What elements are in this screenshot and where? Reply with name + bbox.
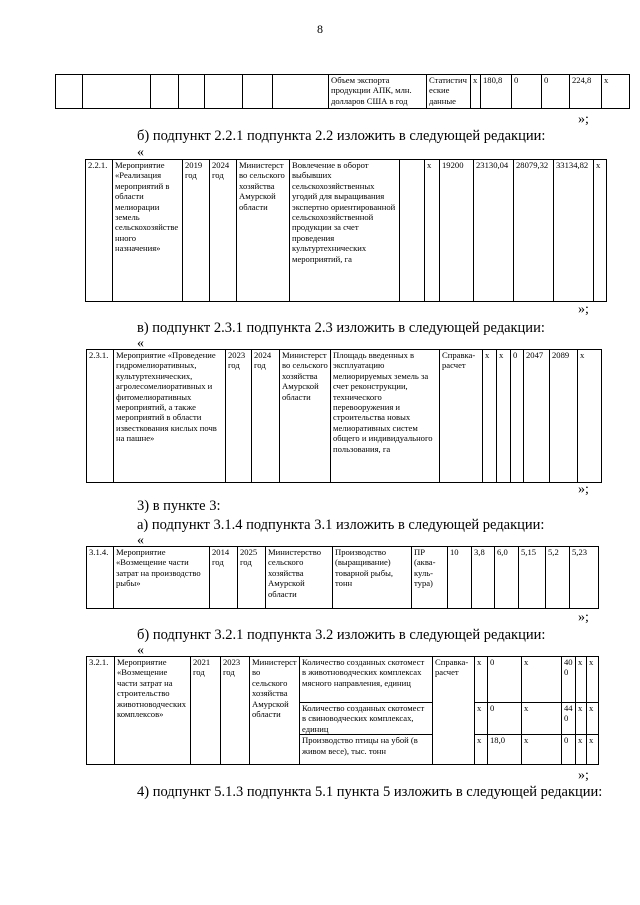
value-cell: 6,0 (495, 547, 519, 609)
value-cell: х (576, 735, 587, 765)
start-year: 2023 год (226, 350, 252, 483)
table-cell (273, 75, 329, 109)
start-year: 2019 год (183, 160, 210, 302)
indicator-cell: Количество созданных скотомест в свиноводческих комплексах, единиц (300, 703, 433, 735)
table-continuation (55, 74, 630, 109)
value-cell: х (475, 735, 488, 765)
quote-close: »; (578, 112, 589, 127)
value-cell: х (522, 657, 562, 703)
value-cell: х (594, 160, 607, 302)
value-cell: х (471, 75, 481, 109)
value-cell: х (425, 160, 440, 302)
value-cell: х (497, 350, 511, 483)
table-cell (205, 75, 243, 109)
executor: Министерство сельского хозяйства Амурской области (280, 350, 331, 483)
end-year: 2025 год (238, 547, 266, 609)
end-year: 2023 год (221, 657, 250, 765)
value-cell: 0 (488, 657, 522, 703)
value-cell: 28079,32 (514, 160, 554, 302)
quote-open: « (137, 145, 144, 160)
value-cell: 0 (511, 350, 524, 483)
value-cell: х (587, 657, 599, 703)
method-cell: Справка-расчет (433, 657, 475, 765)
activity-name: Мероприятие «Реализация мероприятий в области мелиорации земель сельскохозяйственного назначения» (113, 160, 183, 302)
paragraph-4: 4) подпункт 5.1.3 подпункта 5.1 пункта 5 изложить в следующей редакции: (137, 784, 603, 800)
quote-close: »; (578, 768, 589, 783)
end-year: 2024 год (252, 350, 280, 483)
value-cell: 2089 (550, 350, 578, 483)
page-number: 8 (317, 22, 323, 36)
row-number: 2.3.1. (87, 350, 114, 483)
value-cell: 0 (562, 735, 576, 765)
start-year: 2014 год (210, 547, 238, 609)
indicator-cell: Производство птицы на убой (в живом весе), тыс. тонн (300, 735, 433, 765)
quote-open: « (137, 643, 144, 658)
method-cell: Статистические данные (427, 75, 471, 109)
indicator-cell: Вовлечение в оборот выбывших сельскохозяйственных угодий для выращивания экспертно ориентированной сельскохозяйственной продукции за счет проведения культуртехнических мероприятий, га (290, 160, 400, 302)
table-cell (151, 75, 179, 109)
activity-name: Мероприятие «Возмещение части затрат на строительство животноводческих комплексов» (115, 657, 191, 765)
value-cell: х (483, 350, 497, 483)
row-number: 3.1.4. (87, 547, 114, 609)
value-cell: 5,2 (546, 547, 570, 609)
value-cell: 224,8 (570, 75, 602, 109)
value-cell: х (602, 75, 630, 109)
value-cell: 400 (562, 657, 576, 703)
value-cell: 2047 (524, 350, 550, 483)
row-number: 3.2.1. (87, 657, 115, 765)
table-cell (243, 75, 273, 109)
value-cell: 5,23 (570, 547, 599, 609)
table-2-3-1 (86, 349, 602, 483)
value-cell: х (475, 657, 488, 703)
paragraph-3: 3) в пункте 3: (137, 498, 221, 514)
start-year: 2021 год (191, 657, 221, 765)
value-cell: 0 (488, 703, 522, 735)
indicator-cell: Производство (выращивание) товарной рыбы, тонн (333, 547, 412, 609)
table-3-1-4 (86, 546, 599, 609)
executor: Министерство сельского хозяйства Амурской области (250, 657, 300, 765)
quote-close: »; (578, 482, 589, 497)
value-cell: х (522, 735, 562, 765)
paragraph-v: в) подпункт 2.3.1 подпункта 2.3 изложить в следующей редакции: (137, 320, 545, 336)
value-cell: х (576, 657, 587, 703)
row-number: 2.2.1. (86, 160, 113, 302)
table-3-2-1 (86, 656, 599, 765)
value-cell: х (475, 703, 488, 735)
table-cell (56, 75, 83, 109)
quote-close: »; (578, 302, 589, 317)
method-cell (400, 160, 425, 302)
method-cell: ПР (аква-куль-тура) (412, 547, 448, 609)
executor: Министерство сельского хозяйства Амурской области (237, 160, 290, 302)
value-cell: 180,8 (481, 75, 512, 109)
value-cell: 19200 (440, 160, 474, 302)
value-cell: 3,8 (472, 547, 495, 609)
value-cell: х (576, 703, 587, 735)
indicator-cell: Количество созданных скотомест в животноводческих комплексах мясного направления, единиц (300, 657, 433, 703)
table-2-2-1 (85, 159, 607, 302)
value-cell: х (522, 703, 562, 735)
quote-close: »; (578, 610, 589, 625)
value-cell: х (578, 350, 602, 483)
indicator-cell: Объем экспорта продукции АПК, млн. долларов США в год (329, 75, 427, 109)
method-cell: Справка-расчет (440, 350, 483, 483)
value-cell: 0 (542, 75, 570, 109)
activity-name: Мероприятие «Проведение гидромелиоративных, культуртехнических, агролесомелиоративных и фитомелиоративных мероприятий, а также мероприятий в области известкования кислых почв на пашне» (114, 350, 226, 483)
value-cell: 440 (562, 703, 576, 735)
value-cell: 10 (448, 547, 472, 609)
value-cell: 0 (512, 75, 542, 109)
paragraph-b: б) подпункт 2.2.1 подпункта 2.2 изложить в следующей редакции: (137, 128, 546, 144)
table-cell (83, 75, 151, 109)
value-cell: х (587, 703, 599, 735)
table-cell (179, 75, 205, 109)
value-cell: х (587, 735, 599, 765)
paragraph-b2: б) подпункт 3.2.1 подпункта 3.2 изложить в следующей редакции: (137, 627, 546, 643)
value-cell: 33134,82 (554, 160, 594, 302)
quote-open: « (137, 533, 144, 548)
quote-open: « (137, 336, 144, 351)
end-year: 2024 год (210, 160, 237, 302)
indicator-cell: Площадь введенных в эксплуатацию мелиорируемых земель за счет реконструкции, технического перевооружения и строительства новых мелиоративных систем общего и индивидуального пользования, га (331, 350, 440, 483)
paragraph-a: а) подпункт 3.1.4 подпункта 3.1 изложить в следующей редакции: (137, 517, 545, 533)
executor: Министерство сельского хозяйства Амурской области (266, 547, 333, 609)
value-cell: 5,15 (519, 547, 546, 609)
value-cell: 18,0 (488, 735, 522, 765)
activity-name: Мероприятие «Возмещение части затрат на производство рыбы» (114, 547, 210, 609)
value-cell: 23130,04 (474, 160, 514, 302)
